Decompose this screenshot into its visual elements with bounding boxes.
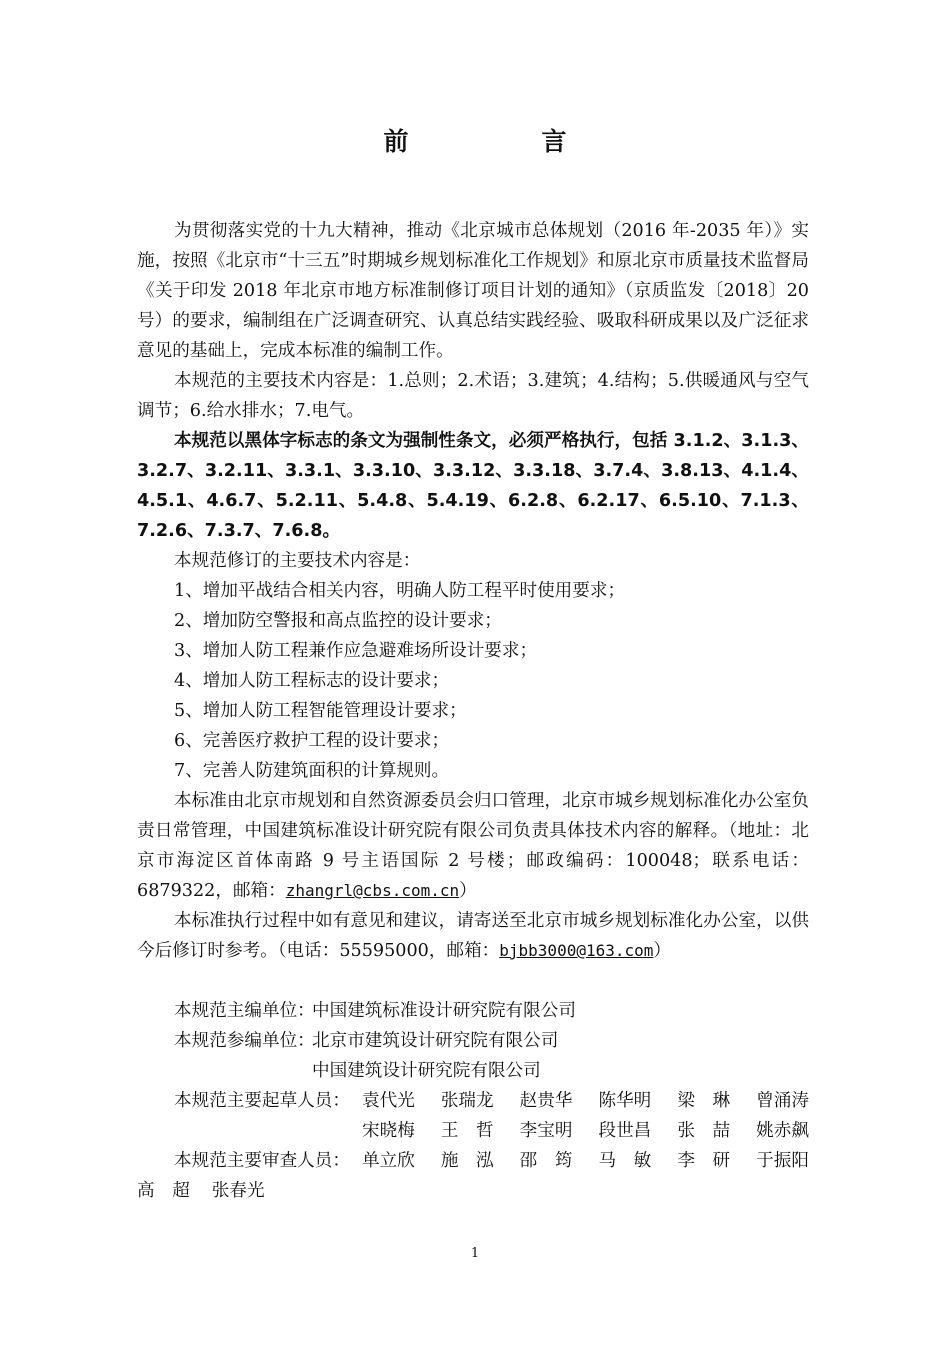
drafter-name: 宋晓梅 — [362, 1121, 415, 1141]
reviewers-row-1 — [137, 1146, 809, 1176]
co-unit-row — [137, 1026, 809, 1056]
drafter-name: 梁 琳 — [677, 1091, 731, 1111]
paragraph-intro: 为贯彻落实党的十九大精神，推动《北京城市总体规划（2016 年-2035 年）》实施，按照《北京市“十三五”时期城乡规划标准化工作规划》和原北京市质量技术监督局《关于印发 2018 年北京市地方标准制修订项目计划的通知》（京质监发〔2018〕20 号）的要求，编制组在广泛调查研究、认真总结实践经验、吸取科研成果以及广泛征求意见的基础上，完成本标准的编制工作。 — [137, 221, 809, 361]
management-close: ） — [459, 881, 477, 901]
units-block — [137, 996, 809, 1086]
drafter-name: 姚赤飙 — [756, 1121, 809, 1141]
page-title: 前 言 — [383, 127, 621, 156]
drafter-name: 李宝明 — [519, 1121, 573, 1141]
page-number: 1 — [470, 1246, 480, 1261]
reviewers-label: 本规范主要审查人员： — [174, 1151, 350, 1171]
chief-unit-label: 本规范主编单位： — [174, 1001, 315, 1021]
drafter-name: 袁代光 — [362, 1091, 415, 1111]
drafters-row-1 — [137, 1086, 809, 1116]
paragraph-mandatory-clauses: 本规范以黑体字标志的条文为强制性条文，必须严格执行，包括 3.1.2、3.1.3、3.2.7、3.2.11、3.3.1、3.3.10、3.3.12、3.3.18、3.7.4、3.8.13、4.1.4、4.5.1、4.6.7、5.2.11、5.4.8、5.4.19、6.2.8、6.2.17、6.5.10、7.1.3、7.2.6、7.3.7、7.6.8。 — [137, 431, 809, 541]
preface-body — [137, 216, 809, 1206]
reviewer-name: 施 泓 — [440, 1151, 494, 1171]
email-link-feedback[interactable]: bjbb3000@163.com — [499, 941, 654, 960]
management-text: 本标准由北京市规划和自然资源委员会归口管理，北京市城乡规划标准化办公室负责日常管理，中国建筑标准设计研究院有限公司负责具体技术内容的解释。（地址：北京市海淀区首体南路 9 号主语国际 2 号楼；邮政编码：100048；联系电话：6879322，邮箱： — [137, 791, 809, 901]
revision-item: 3、增加人防工程兼作应急避难场所设计要求； — [174, 641, 538, 661]
chief-unit-value: 中国建筑标准设计研究院有限公司 — [312, 1001, 576, 1021]
reviewers-row-2 — [137, 1176, 809, 1206]
feedback-text: 本标准执行过程中如有意见和建议，请寄送至北京市城乡规划标准化办公室，以供今后修订时参考。（电话：55595000，邮箱： — [137, 911, 809, 961]
co-unit-label: 本规范参编单位： — [174, 1031, 315, 1051]
revision-item: 4、增加人防工程标志的设计要求； — [174, 671, 450, 691]
revision-item: 7、完善人防建筑面积的计算规则。 — [174, 761, 450, 781]
drafters-row-2 — [137, 1116, 809, 1146]
drafters-label: 本规范主要起草人员： — [174, 1091, 350, 1111]
revision-item: 2、增加防空警报和高点监控的设计要求； — [174, 611, 502, 631]
co-unit-value-2: 中国建筑设计研究院有限公司 — [312, 1061, 541, 1081]
revision-item: 5、增加人防工程智能管理设计要求； — [174, 701, 467, 721]
drafter-name: 段世昌 — [598, 1121, 652, 1141]
drafter-name: 张瑞龙 — [440, 1091, 494, 1111]
drafters-block — [137, 1086, 809, 1146]
revision-item: 6、完善医疗救护工程的设计要求； — [174, 731, 450, 751]
chief-unit-row — [137, 996, 809, 1026]
drafter-name: 曾涌涛 — [756, 1091, 809, 1111]
paragraph-feedback — [137, 906, 809, 966]
paragraph-management — [137, 786, 809, 906]
email-link-management[interactable]: zhangrl@cbs.com.cn — [285, 881, 460, 900]
paragraph-main-content: 本规范的主要技术内容是：1.总则；2.术语；3.建筑；4.结构；5.供暖通风与空气调节；6.给水排水；7.电气。 — [137, 371, 809, 421]
reviewers-block — [137, 1146, 809, 1206]
revision-item: 1、增加平战结合相关内容，明确人防工程平时使用要求； — [174, 581, 626, 601]
reviewer-name: 单立欣 — [362, 1151, 415, 1171]
reviewer-name: 李 研 — [677, 1151, 731, 1171]
drafter-name: 张 喆 — [677, 1121, 731, 1141]
drafter-name: 王 哲 — [440, 1121, 494, 1141]
reviewer-name: 马 敏 — [598, 1151, 652, 1171]
reviewer-name: 于振阳 — [756, 1151, 809, 1171]
reviewer-name: 张春光 — [211, 1181, 265, 1201]
drafter-name: 赵贵华 — [519, 1091, 573, 1111]
paragraph-revision-intro: 本规范修订的主要技术内容是： — [174, 551, 421, 571]
reviewer-name: 邵 筠 — [519, 1151, 573, 1171]
drafter-name: 陈华明 — [598, 1091, 652, 1111]
reviewer-name: 高 超 — [137, 1181, 190, 1201]
co-unit-value: 北京市建筑设计研究院有限公司 — [312, 1031, 559, 1051]
co-unit-row-2 — [137, 1056, 809, 1086]
feedback-close: ） — [653, 941, 671, 961]
